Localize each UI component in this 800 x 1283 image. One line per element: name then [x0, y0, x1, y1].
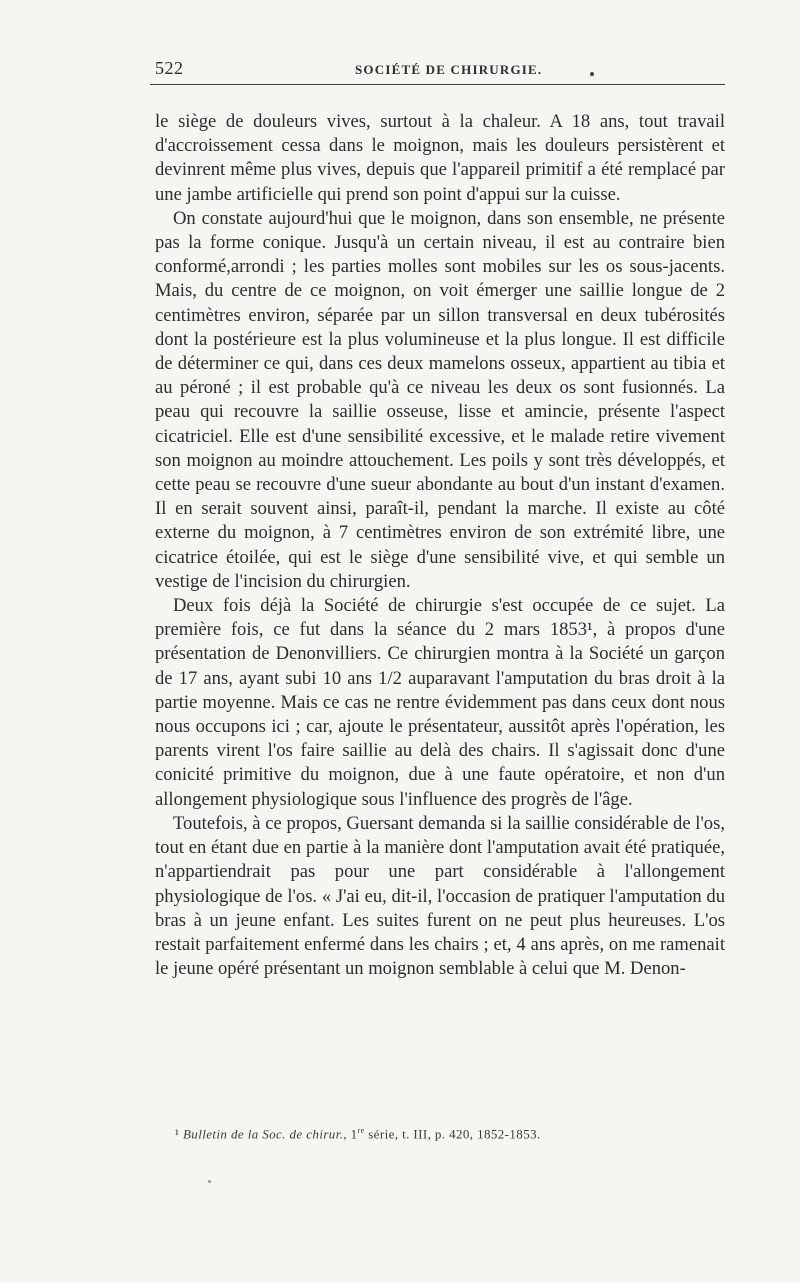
running-head [150, 58, 725, 85]
paragraph-3: Deux fois déjà la Société de chirurgie s'est occupée de ce sujet. La première fois, ce fut dans la séance du 2 mars 1853¹, à propos d'une présentation de Denonvilliers. Ce chirurgien montra à la Société un garçon de 17 ans, ayant subi 10 ans 1/2 auparavant l'amputation du bras droit à la partie moyenne. Mais ce cas ne rentre évidemment pas dans ceux dont nous nous occupons ici ; car, ajoute le présentateur, aussitôt après l'opération, les parents virent l'os faire saillie au delà des chairs. Il s'agissait donc d'une conicité primitive du moignon, due à une faute opératoire, et non d'un allongement physiologique sous l'influence des progrès de l'âge. [155, 595, 725, 810]
footnote-series-superscript: re [357, 1126, 365, 1135]
footnote-series-number: , 1 [343, 1126, 358, 1142]
running-head-title: SOCIÉTÉ DE CHIRURGIE. [355, 62, 543, 77]
print-speck [590, 72, 594, 76]
footnote-journal: Bulletin de la Soc. de chirur. [182, 1126, 344, 1142]
body-text [155, 110, 725, 981]
footnote [175, 1126, 715, 1142]
footnote-marker: ¹ [175, 1126, 180, 1142]
page-number: 522 [155, 58, 184, 78]
paragraph-1: le siège de douleurs vives, surtout à la chaleur. A 18 ans, tout travail d'accroissement cessa dans le moignon, mais les douleurs persistèrent et devinrent même plus vives, depuis que l'appareil primitif a été remplacé par une jambe artificielle qui prend son point d'appui sur la cuisse. [155, 111, 725, 205]
print-speck [208, 1180, 211, 1183]
paragraph-2: On constate aujourd'hui que le moignon, dans son ensemble, ne présente pas la forme conique. Jusqu'à un certain niveau, il est au contraire bien conformé,arrondi ; les parties molles sont mobiles sur les os sous-jacents. Mais, du centre de ce moignon, on voit émerger une saillie longue de 2 centimètres environ, séparée par un sillon transversal en deux tubérosités dont la postérieure est la plus volumineuse et la plus longue. Il est difficile de déterminer ce qui, dans ces deux mamelons osseux, appartient au tibia et au péroné ; il est probable qu'à ce niveau les deux os sont fusionnés. La peau qui recouvre la saillie osseuse, lisse et amincie, présente l'aspect cicatriciel. Elle est d'une sensibilité excessive, et le malade retire vivement son moignon au moindre attouchement. Les poils y sont très développés, et cette peau se recouvre d'une sueur abondante au bout d'un instant d'examen. Il en serait souvent ainsi, paraît-il, pendant la marche. Il existe au côté externe du moignon, à 7 centimètres environ de son extrémité libre, une cicatrice étoilée, qui est le siège d'une sensibilité vive, et qui semble un vestige de l'incision du chirurgien. [155, 207, 725, 592]
paragraph-4: Toutefois, à ce propos, Guersant demanda si la saillie considérable de l'os, tout en étant due en partie à la manière dont l'amputation avait été pratiquée, n'appartiendrait pas pour une part considérable à l'allongement physiologique de l'os. « J'ai eu, dit-il, l'occasion de pratiquer l'amputation du bras à un jeune enfant. Les suites furent on ne peut plus heureuses. L'os restait parfaitement enfermé dans les chairs ; et, 4 ans après, on me ramenait le jeune opéré présentant un moignon semblable à celui que M. Denon- [155, 812, 725, 980]
footnote-citation: série, t. III, p. 420, 1852-1853. [364, 1126, 541, 1142]
